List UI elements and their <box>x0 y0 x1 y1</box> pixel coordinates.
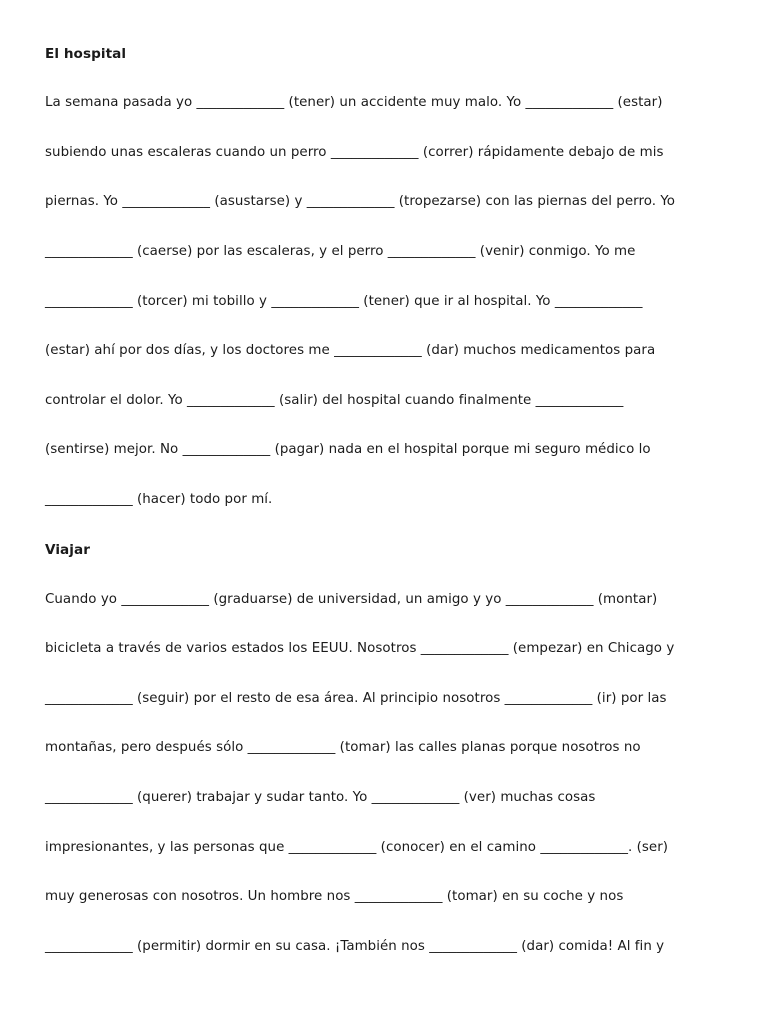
paragraph-line: impresionantes, y las personas que _____________ (conocer) en el camino _____________. (ser) <box>45 840 669 855</box>
paragraph-line: (sentirse) mejor. No _____________ (pagar) nada en el hospital porque mi seguro médico lo <box>45 442 651 457</box>
paragraph-line: Cuando yo _____________ (graduarse) de universidad, un amigo y yo _____________ (montar) <box>45 592 658 607</box>
paragraph-line: _____________ (seguir) por el resto de esa área. Al principio nosotros _____________ (ir) por las <box>45 691 667 706</box>
paragraph-line: _____________ (torcer) mi tobillo y _____________ (tener) que ir al hospital. Yo _____________ <box>45 294 643 309</box>
section-title-hospital: El hospital <box>45 46 127 62</box>
paragraph-line: La semana pasada yo _____________ (tener) un accidente muy malo. Yo _____________ (estar) <box>45 95 663 110</box>
paragraph-line: controlar el dolor. Yo _____________ (salir) del hospital cuando finalmente _____________ <box>45 393 624 408</box>
paragraph-line: subiendo unas escaleras cuando un perro _____________ (correr) rápidamente debajo de mis <box>45 145 664 160</box>
paragraph-line: _____________ (hacer) todo por mí. <box>45 492 273 507</box>
paragraph-line: _____________ (querer) trabajar y sudar tanto. Yo _____________ (ver) muchas cosas <box>45 790 596 805</box>
section-title-viajar: Viajar <box>45 542 90 558</box>
paragraph-line: montañas, pero después sólo _____________ (tomar) las calles planas porque nosotros no <box>45 740 641 755</box>
paragraph-line: bicicleta a través de varios estados los EEUU. Nosotros _____________ (empezar) en Chicago y <box>45 641 675 656</box>
paragraph-line: _____________ (permitir) dormir en su casa. ¡También nos _____________ (dar) comida! Al fin y <box>45 939 665 954</box>
paragraph-line: (estar) ahí por dos días, y los doctores me _____________ (dar) muchos medicamentos para <box>45 343 656 358</box>
paragraph-line: muy generosas con nosotros. Un hombre nos _____________ (tomar) en su coche y nos <box>45 889 624 904</box>
paragraph-line: _____________ (caerse) por las escaleras, y el perro _____________ (venir) conmigo. Yo me <box>45 244 636 259</box>
paragraph-line: piernas. Yo _____________ (asustarse) y _____________ (tropezarse) con las piernas del perro. Yo <box>45 194 676 209</box>
